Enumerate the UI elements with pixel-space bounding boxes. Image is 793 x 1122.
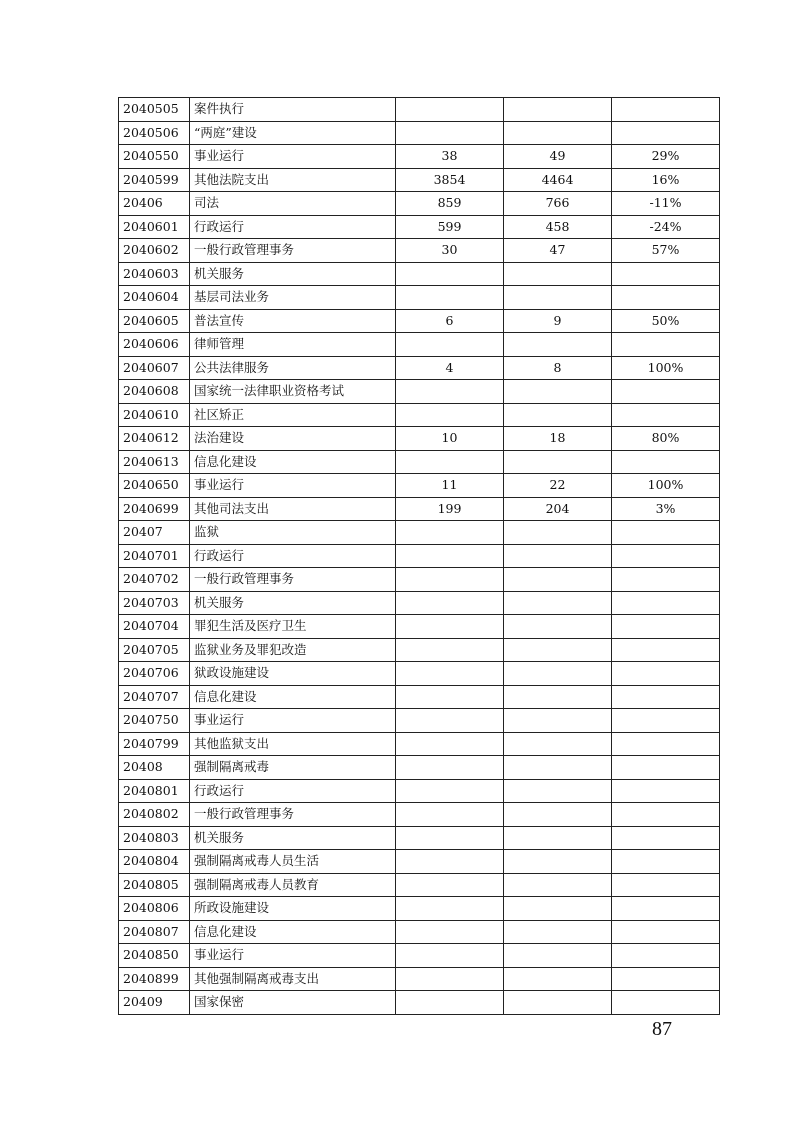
- table-row: [119, 474, 720, 498]
- row-name-cell: 律师管理: [190, 333, 396, 357]
- page-number: 87: [652, 1018, 672, 1040]
- row-code-cell: 2040850: [119, 944, 190, 968]
- row-prev-value-cell: [396, 920, 504, 944]
- row-name-cell: 监狱业务及罪犯改造: [190, 638, 396, 662]
- row-change-cell: [612, 262, 720, 286]
- row-code-cell: 2040704: [119, 615, 190, 639]
- row-prev-value-cell: 4: [396, 356, 504, 380]
- row-code-cell: 2040750: [119, 709, 190, 733]
- row-prev-value-cell: 199: [396, 497, 504, 521]
- row-change-cell: 100%: [612, 474, 720, 498]
- table-row: [119, 779, 720, 803]
- row-curr-value-cell: [504, 685, 612, 709]
- row-change-cell: 100%: [612, 356, 720, 380]
- row-name-cell: 强制隔离戒毒: [190, 756, 396, 780]
- row-name-cell: 司法: [190, 192, 396, 216]
- row-curr-value-cell: [504, 850, 612, 874]
- row-prev-value-cell: [396, 756, 504, 780]
- row-change-cell: [612, 380, 720, 404]
- table-row: [119, 568, 720, 592]
- row-code-cell: 2040899: [119, 967, 190, 991]
- row-prev-value-cell: 11: [396, 474, 504, 498]
- table-row: [119, 638, 720, 662]
- row-name-cell: 事业运行: [190, 145, 396, 169]
- row-name-cell: 其他法院支出: [190, 168, 396, 192]
- row-name-cell: 信息化建设: [190, 685, 396, 709]
- table-row: [119, 309, 720, 333]
- table-row: [119, 826, 720, 850]
- row-prev-value-cell: [396, 403, 504, 427]
- row-code-cell: 2040602: [119, 239, 190, 263]
- row-prev-value-cell: [396, 568, 504, 592]
- row-change-cell: [612, 450, 720, 474]
- row-prev-value-cell: [396, 380, 504, 404]
- row-change-cell: -11%: [612, 192, 720, 216]
- row-curr-value-cell: 766: [504, 192, 612, 216]
- row-name-cell: 案件执行: [190, 98, 396, 122]
- row-change-cell: [612, 121, 720, 145]
- row-prev-value-cell: [396, 121, 504, 145]
- row-prev-value-cell: [396, 615, 504, 639]
- row-change-cell: [612, 709, 720, 733]
- row-change-cell: [612, 662, 720, 686]
- row-curr-value-cell: [504, 568, 612, 592]
- row-name-cell: 其他监狱支出: [190, 732, 396, 756]
- row-name-cell: 一般行政管理事务: [190, 568, 396, 592]
- row-change-cell: [612, 544, 720, 568]
- row-curr-value-cell: [504, 333, 612, 357]
- row-name-cell: 机关服务: [190, 591, 396, 615]
- row-code-cell: 2040612: [119, 427, 190, 451]
- row-change-cell: -24%: [612, 215, 720, 239]
- row-prev-value-cell: [396, 98, 504, 122]
- row-name-cell: 监狱: [190, 521, 396, 545]
- row-curr-value-cell: 47: [504, 239, 612, 263]
- row-code-cell: 2040613: [119, 450, 190, 474]
- row-code-cell: 2040802: [119, 803, 190, 827]
- row-change-cell: [612, 779, 720, 803]
- row-prev-value-cell: [396, 591, 504, 615]
- row-change-cell: 29%: [612, 145, 720, 169]
- table-row: [119, 262, 720, 286]
- row-curr-value-cell: [504, 262, 612, 286]
- table-row: [119, 967, 720, 991]
- row-change-cell: [612, 803, 720, 827]
- row-code-cell: 2040701: [119, 544, 190, 568]
- row-change-cell: [612, 98, 720, 122]
- row-name-cell: 一般行政管理事务: [190, 803, 396, 827]
- row-curr-value-cell: 9: [504, 309, 612, 333]
- row-name-cell: 国家统一法律职业资格考试: [190, 380, 396, 404]
- row-prev-value-cell: [396, 286, 504, 310]
- table-row: [119, 803, 720, 827]
- row-code-cell: 2040601: [119, 215, 190, 239]
- row-name-cell: 其他司法支出: [190, 497, 396, 521]
- row-change-cell: 16%: [612, 168, 720, 192]
- row-name-cell: 国家保密: [190, 991, 396, 1015]
- row-change-cell: 50%: [612, 309, 720, 333]
- row-change-cell: [612, 967, 720, 991]
- row-prev-value-cell: [396, 262, 504, 286]
- row-curr-value-cell: 4464: [504, 168, 612, 192]
- row-code-cell: 2040804: [119, 850, 190, 874]
- row-code-cell: 2040703: [119, 591, 190, 615]
- row-change-cell: [612, 638, 720, 662]
- row-code-cell: 2040702: [119, 568, 190, 592]
- row-curr-value-cell: [504, 638, 612, 662]
- row-prev-value-cell: [396, 803, 504, 827]
- row-code-cell: 20407: [119, 521, 190, 545]
- row-prev-value-cell: 859: [396, 192, 504, 216]
- table-row: [119, 497, 720, 521]
- row-name-cell: 罪犯生活及医疗卫生: [190, 615, 396, 639]
- row-change-cell: 57%: [612, 239, 720, 263]
- row-code-cell: 2040603: [119, 262, 190, 286]
- table-row: [119, 403, 720, 427]
- row-code-cell: 2040706: [119, 662, 190, 686]
- table-row: [119, 450, 720, 474]
- row-change-cell: [612, 920, 720, 944]
- row-prev-value-cell: [396, 638, 504, 662]
- row-name-cell: 行政运行: [190, 215, 396, 239]
- row-name-cell: 机关服务: [190, 826, 396, 850]
- row-name-cell: 其他强制隔离戒毒支出: [190, 967, 396, 991]
- row-prev-value-cell: [396, 544, 504, 568]
- row-code-cell: 2040707: [119, 685, 190, 709]
- row-change-cell: [612, 850, 720, 874]
- row-change-cell: [612, 991, 720, 1015]
- row-prev-value-cell: [396, 521, 504, 545]
- row-prev-value-cell: [396, 685, 504, 709]
- row-name-cell: 狱政设施建设: [190, 662, 396, 686]
- row-curr-value-cell: [504, 286, 612, 310]
- row-code-cell: 2040799: [119, 732, 190, 756]
- row-curr-value-cell: [504, 991, 612, 1015]
- row-code-cell: 20406: [119, 192, 190, 216]
- row-prev-value-cell: [396, 826, 504, 850]
- row-name-cell: 所政设施建设: [190, 897, 396, 921]
- row-prev-value-cell: [396, 333, 504, 357]
- row-curr-value-cell: [504, 897, 612, 921]
- row-code-cell: 2040550: [119, 145, 190, 169]
- row-curr-value-cell: 204: [504, 497, 612, 521]
- row-name-cell: 基层司法业务: [190, 286, 396, 310]
- row-code-cell: 2040605: [119, 309, 190, 333]
- row-change-cell: [612, 568, 720, 592]
- row-name-cell: “两庭”建设: [190, 121, 396, 145]
- row-curr-value-cell: 18: [504, 427, 612, 451]
- row-code-cell: 2040505: [119, 98, 190, 122]
- row-prev-value-cell: 599: [396, 215, 504, 239]
- row-prev-value-cell: [396, 873, 504, 897]
- row-name-cell: 行政运行: [190, 779, 396, 803]
- row-curr-value-cell: [504, 826, 612, 850]
- table-row: [119, 615, 720, 639]
- row-curr-value-cell: [504, 521, 612, 545]
- row-change-cell: [612, 286, 720, 310]
- row-prev-value-cell: [396, 779, 504, 803]
- row-curr-value-cell: [504, 920, 612, 944]
- row-curr-value-cell: [504, 591, 612, 615]
- row-code-cell: 2040604: [119, 286, 190, 310]
- row-code-cell: 2040807: [119, 920, 190, 944]
- table-row: [119, 709, 720, 733]
- row-curr-value-cell: [504, 732, 612, 756]
- row-code-cell: 2040801: [119, 779, 190, 803]
- row-curr-value-cell: 22: [504, 474, 612, 498]
- row-prev-value-cell: [396, 967, 504, 991]
- row-curr-value-cell: [504, 944, 612, 968]
- row-prev-value-cell: [396, 709, 504, 733]
- row-change-cell: [612, 826, 720, 850]
- row-change-cell: [612, 944, 720, 968]
- table-row: [119, 168, 720, 192]
- row-code-cell: 2040608: [119, 380, 190, 404]
- row-prev-value-cell: [396, 662, 504, 686]
- table-body: [119, 98, 720, 1015]
- row-name-cell: 强制隔离戒毒人员教育: [190, 873, 396, 897]
- row-curr-value-cell: [504, 544, 612, 568]
- row-prev-value-cell: [396, 850, 504, 874]
- row-name-cell: 普法宣传: [190, 309, 396, 333]
- row-name-cell: 信息化建设: [190, 920, 396, 944]
- row-prev-value-cell: 3854: [396, 168, 504, 192]
- row-prev-value-cell: [396, 450, 504, 474]
- row-curr-value-cell: [504, 779, 612, 803]
- row-curr-value-cell: [504, 403, 612, 427]
- row-curr-value-cell: [504, 873, 612, 897]
- row-code-cell: 2040650: [119, 474, 190, 498]
- row-curr-value-cell: 458: [504, 215, 612, 239]
- table-row: [119, 897, 720, 921]
- row-prev-value-cell: [396, 944, 504, 968]
- row-curr-value-cell: [504, 662, 612, 686]
- table-row: [119, 544, 720, 568]
- row-change-cell: [612, 897, 720, 921]
- row-curr-value-cell: [504, 803, 612, 827]
- table-row: [119, 662, 720, 686]
- row-change-cell: 80%: [612, 427, 720, 451]
- row-curr-value-cell: [504, 98, 612, 122]
- row-code-cell: 2040803: [119, 826, 190, 850]
- table-row: [119, 756, 720, 780]
- table-row: [119, 920, 720, 944]
- table-row: [119, 873, 720, 897]
- row-name-cell: 强制隔离戒毒人员生活: [190, 850, 396, 874]
- table-row: [119, 685, 720, 709]
- row-change-cell: [612, 685, 720, 709]
- row-change-cell: [612, 591, 720, 615]
- row-code-cell: 2040705: [119, 638, 190, 662]
- table-row: [119, 239, 720, 263]
- table-row: [119, 591, 720, 615]
- row-prev-value-cell: 30: [396, 239, 504, 263]
- row-curr-value-cell: [504, 709, 612, 733]
- row-code-cell: 2040699: [119, 497, 190, 521]
- table-row: [119, 991, 720, 1015]
- table-row: [119, 521, 720, 545]
- row-name-cell: 机关服务: [190, 262, 396, 286]
- budget-table: [118, 97, 720, 1015]
- row-curr-value-cell: [504, 967, 612, 991]
- row-change-cell: 3%: [612, 497, 720, 521]
- row-change-cell: [612, 732, 720, 756]
- table-row: [119, 192, 720, 216]
- table-row: [119, 380, 720, 404]
- table-row: [119, 427, 720, 451]
- table-row: [119, 732, 720, 756]
- budget-table-container: [118, 97, 720, 1015]
- row-code-cell: 20408: [119, 756, 190, 780]
- row-curr-value-cell: 49: [504, 145, 612, 169]
- row-code-cell: 2040805: [119, 873, 190, 897]
- row-curr-value-cell: [504, 756, 612, 780]
- row-prev-value-cell: 10: [396, 427, 504, 451]
- row-code-cell: 20409: [119, 991, 190, 1015]
- row-prev-value-cell: 6: [396, 309, 504, 333]
- row-prev-value-cell: 38: [396, 145, 504, 169]
- row-curr-value-cell: [504, 380, 612, 404]
- table-row: [119, 286, 720, 310]
- row-curr-value-cell: [504, 450, 612, 474]
- row-code-cell: 2040610: [119, 403, 190, 427]
- row-change-cell: [612, 521, 720, 545]
- row-name-cell: 事业运行: [190, 944, 396, 968]
- row-curr-value-cell: [504, 121, 612, 145]
- row-change-cell: [612, 403, 720, 427]
- table-row: [119, 121, 720, 145]
- row-code-cell: 2040599: [119, 168, 190, 192]
- table-row: [119, 98, 720, 122]
- row-prev-value-cell: [396, 732, 504, 756]
- table-row: [119, 145, 720, 169]
- row-name-cell: 行政运行: [190, 544, 396, 568]
- row-name-cell: 社区矫正: [190, 403, 396, 427]
- row-curr-value-cell: [504, 615, 612, 639]
- row-code-cell: 2040607: [119, 356, 190, 380]
- table-row: [119, 356, 720, 380]
- row-name-cell: 事业运行: [190, 709, 396, 733]
- row-name-cell: 事业运行: [190, 474, 396, 498]
- row-code-cell: 2040806: [119, 897, 190, 921]
- row-code-cell: 2040506: [119, 121, 190, 145]
- table-row: [119, 215, 720, 239]
- table-row: [119, 333, 720, 357]
- row-prev-value-cell: [396, 991, 504, 1015]
- row-name-cell: 信息化建设: [190, 450, 396, 474]
- row-change-cell: [612, 756, 720, 780]
- row-name-cell: 法治建设: [190, 427, 396, 451]
- row-name-cell: 公共法律服务: [190, 356, 396, 380]
- row-prev-value-cell: [396, 897, 504, 921]
- row-name-cell: 一般行政管理事务: [190, 239, 396, 263]
- row-change-cell: [612, 615, 720, 639]
- table-row: [119, 850, 720, 874]
- row-curr-value-cell: 8: [504, 356, 612, 380]
- row-change-cell: [612, 333, 720, 357]
- row-change-cell: [612, 873, 720, 897]
- row-code-cell: 2040606: [119, 333, 190, 357]
- table-row: [119, 944, 720, 968]
